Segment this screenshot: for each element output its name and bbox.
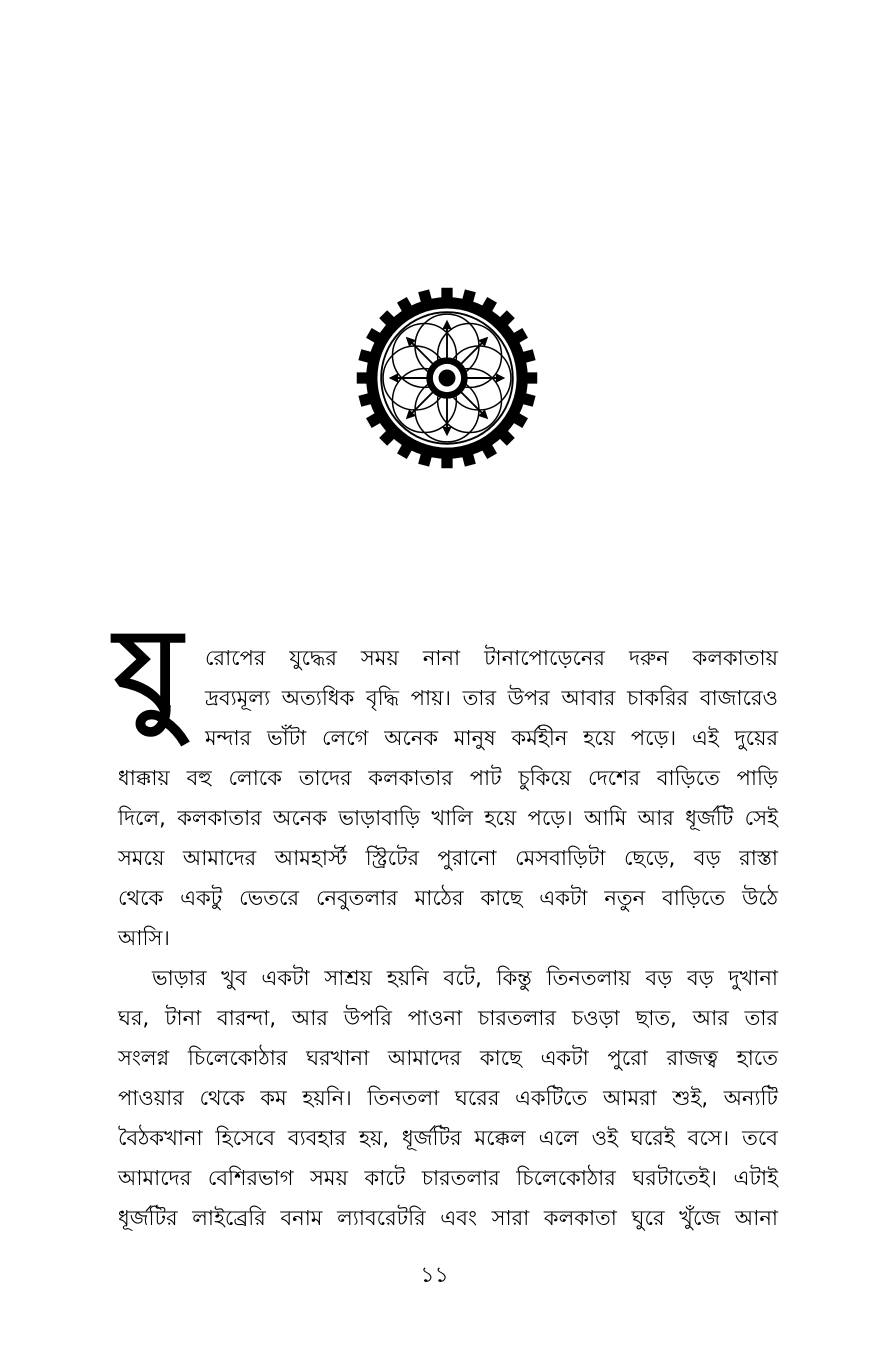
ornamental-gear-emblem [353, 284, 541, 472]
page-number: ১১ [420, 1263, 449, 1288]
text-line: ভাড়ার খুব একটা সাশ্রয় হয়নি বটে, কিন্তু তিনতলায় বড় বড় দুখানা [152, 966, 778, 990]
text-line: ধাক্কায় বহু লোকে তাদের কলকাতার পাট চুকিয়ে দেশের বাড়িতে পাড়ি [118, 766, 778, 790]
text-line: দিলে, কলকাতার অনেক ভাড়াবাড়ি খালি হয়ে পড়ে। আমি আর ধূর্জটি সেই [118, 806, 778, 830]
text-line: আসি। [118, 926, 170, 950]
text-line: বৈঠকখানা হিসেবে ব্যবহার হয়, ধূর্জটির মক্কেল এলে ওই ঘরেই বসে। তবে [118, 1126, 778, 1150]
text-line: সময়ে আমাদের আমহার্স্ট স্ট্রিটের পুরানো মেসবাড়িটা ছেড়ে, বড় রাস্তা [118, 846, 778, 870]
text-line: আমাদের বেশিরভাগ সময় কাটে চারতলার চিলেকোঠার ঘরটাতেই। এটাই [118, 1166, 778, 1190]
text-line: সংলগ্ন চিলেকোঠার ঘরখানা আমাদের কাছে একটা পুরো রাজত্ব হাতে [118, 1046, 778, 1070]
drop-cap: যু [114, 602, 182, 740]
text-line: পাওয়ার থেকে কম হয়নি। তিনতলা ঘরের একটিতে আমরা শুই, অন্যটি [118, 1086, 778, 1110]
text-line: ধূর্জটির লাইব্রেরি বনাম ল্যাবরেটরি এবং সারা কলকাতা ঘুরে খুঁজে আনা [118, 1206, 778, 1230]
text-line: মন্দার ভাঁটা লেগে অনেক মানুষ কর্মহীন হয়ে পড়ে। এই দুয়ের [205, 726, 778, 750]
text-line: রোপের যুদ্ধের সময় নানা টানাপোড়েনের দরুন কলকাতায় [205, 646, 778, 670]
text-line: দ্রব্যমূল্য অত্যধিক বৃদ্ধি পায়। তার উপর আবার চাকরির বাজারেও [205, 686, 778, 710]
text-line: থেকে একটু ভেতরে নেবুতলার মাঠের কাছে একটা নতুন বাড়িতে উঠে [118, 886, 778, 910]
text-line: ঘর, টানা বারন্দা, আর উপরি পাওনা চারতলার চওড়া ছাত, আর তার [118, 1006, 778, 1030]
